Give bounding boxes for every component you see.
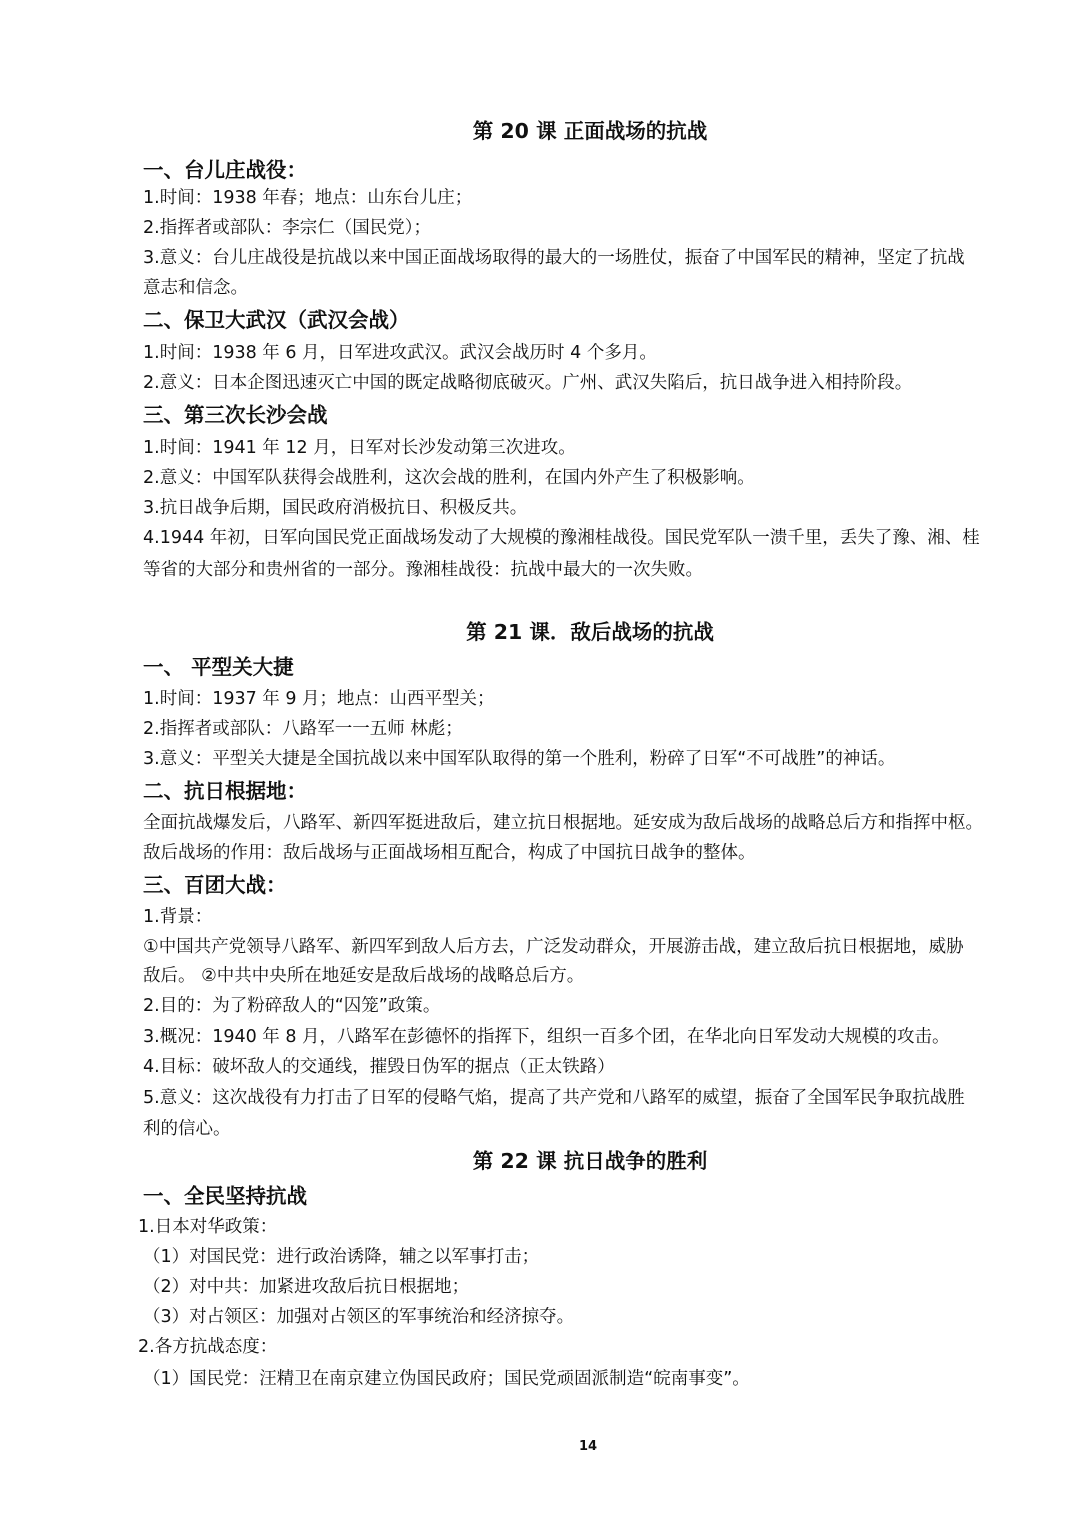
text-line: 3.抗日战争后期，国民政府消极抗日、积极反共。 xyxy=(143,498,528,518)
text-line: 利的信心。 xyxy=(143,1119,231,1139)
text-line: 全面抗战爆发后，八路军、新四军挺进敌后，建立抗日根据地。延安成为敌后战场的战略总后方和指挥中枢。 xyxy=(143,813,983,833)
text-line: 2.各方抗战态度： xyxy=(138,1337,278,1357)
section-heading: 一、台儿庄战役： xyxy=(143,158,307,182)
text-line: 敌后。 ②中共中央所在地延安是敌后战场的战略总后方。 xyxy=(143,966,585,986)
text-line: 1.时间：1941 年 12 月，日军对长沙发动第三次进攻。 xyxy=(143,438,576,458)
lesson-20-title: 第 20 课 正面战场的抗战 xyxy=(472,119,708,143)
section-heading: 三、第三次长沙会战 xyxy=(143,403,328,427)
text-line: 4.目标：破坏敌人的交通线，摧毁日伪军的据点（正太铁路） xyxy=(143,1057,615,1077)
text-line: 2.指挥者或部队：八路军一一五师 林彪； xyxy=(143,719,463,739)
text-line: （2）对中共：加紧进攻敌后抗日根据地； xyxy=(143,1277,470,1297)
text-line: 3.意义：平型关大捷是全国抗战以来中国军队取得的第一个胜利，粉碎了日军“不可战胜”的神话。 xyxy=(143,749,896,769)
lesson-22-title: 第 22 课 抗日战争的胜利 xyxy=(472,1149,708,1173)
text-line: 1.时间：1938 年 6 月，日军进攻武汉。武汉会战历时 4 个多月。 xyxy=(143,343,657,363)
text-line: 4.1944 年初，日军向国民党正面战场发动了大规模的豫湘桂战役。国民党军队一溃千里，丢失了豫、湘、桂 xyxy=(143,528,980,548)
text-line: （1）国民党：汪精卫在南京建立伪国民政府；国民党顽固派制造“皖南事变”。 xyxy=(143,1369,750,1389)
text-line: 等省的大部分和贵州省的一部分。豫湘桂战役：抗战中最大的一次失败。 xyxy=(143,560,703,580)
section-heading: 二、抗日根据地： xyxy=(143,779,307,803)
text-line: 1.日本对华政策： xyxy=(138,1217,278,1237)
text-line: 5.意义：这次战役有力打击了日军的侵略气焰，提高了共产党和八路军的威望，振奋了全国军民争取抗战胜 xyxy=(143,1088,965,1108)
section-heading: 一、全民坚持抗战 xyxy=(143,1184,307,1208)
text-line: 2.指挥者或部队：李宗仁（国民党）； xyxy=(143,218,431,238)
text-line: 1.时间：1938 年春；地点：山东台儿庄； xyxy=(143,188,473,208)
section-heading: 二、保卫大武汉（武汉会战） xyxy=(143,308,410,332)
text-line: 2.意义：日本企图迅速灭亡中国的既定战略彻底破灭。广州、武汉失陷后，抗日战争进入相持阶段。 xyxy=(143,373,913,393)
text-line: ①中国共产党领导八路军、新四军到敌人后方去，广泛发动群众，开展游击战，建立敌后抗日根据地，威胁 xyxy=(143,937,964,957)
lesson-21-title: 第 21 课．敌后战场的抗战 xyxy=(466,620,714,644)
section-heading: 一、 平型关大捷 xyxy=(143,655,294,679)
text-line: 2.意义：中国军队获得会战胜利，这次会战的胜利，在国内外产生了积极影响。 xyxy=(143,468,755,488)
text-line: （1）对国民党：进行政治诱降，辅之以军事打击； xyxy=(143,1247,540,1267)
page-number: 14 xyxy=(578,1439,598,1454)
section-heading: 三、百团大战： xyxy=(143,873,287,897)
text-line: 1.时间：1937 年 9 月；地点：山西平型关； xyxy=(143,689,495,709)
text-line: 2.目的：为了粉碎敌人的“囚笼”政策。 xyxy=(143,996,441,1016)
text-line: 3.意义：台儿庄战役是抗战以来中国正面战场取得的最大的一场胜仗，振奋了中国军民的精神，坚定了抗战 xyxy=(143,248,965,268)
text-line: 1.背景： xyxy=(143,907,213,927)
text-line: 3.概况：1940 年 8 月，八路军在彭德怀的指挥下，组织一百多个团，在华北向日军发动大规模的攻击。 xyxy=(143,1027,950,1047)
text-line: （3）对占领区：加强对占领区的军事统治和经济掠夺。 xyxy=(143,1307,575,1327)
text-line: 敌后战场的作用：敌后战场与正面战场相互配合，构成了中国抗日战争的整体。 xyxy=(143,843,756,863)
text-line: 意志和信念。 xyxy=(143,278,248,298)
